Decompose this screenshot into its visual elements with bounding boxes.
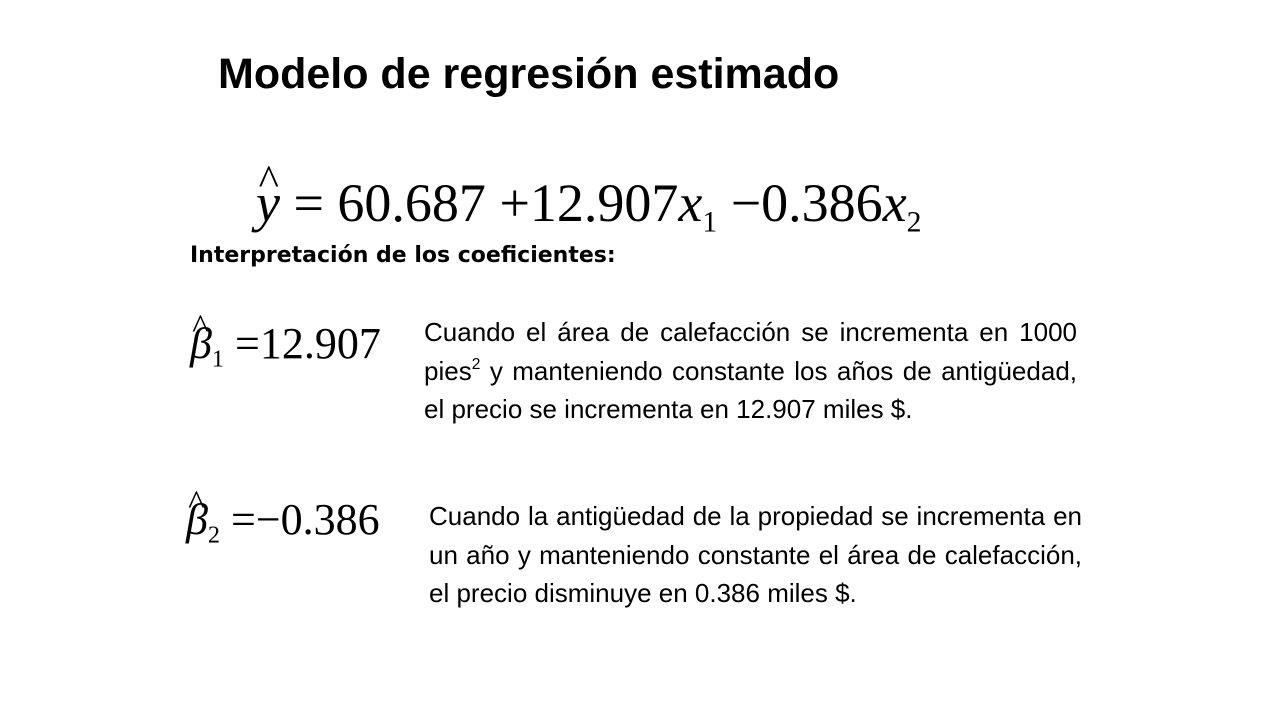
equation-term1-variable: x xyxy=(678,173,703,233)
beta1-text-before: Cuando el área de calefacción se incrementa en 1000 pies xyxy=(424,317,1077,386)
coefficients-subheading: Interpretación de los coeficientes: xyxy=(190,243,616,268)
equation-term1-subscript: 1 xyxy=(702,206,718,239)
beta1-interpretation xyxy=(424,313,1077,429)
equation-term2-subscript: 2 xyxy=(906,206,922,239)
beta1-formula xyxy=(190,314,381,389)
y-hat-symbol: ^ y xyxy=(256,168,280,238)
beta2-value: =−0.386 xyxy=(231,495,380,544)
equation-term2-coefficient: −0.386 xyxy=(730,173,883,233)
equation-term2-variable: x xyxy=(882,173,907,233)
beta1-text-after: y manteniendo constante los años de antigüedad, el precio se incrementa en 12.907 miles $. xyxy=(424,355,1077,424)
beta1-subscript: 1 xyxy=(211,345,225,373)
beta1-value: =12.907 xyxy=(235,319,381,368)
beta1-superscript: 2 xyxy=(471,355,481,373)
equation-term1-coefficient: +12.907 xyxy=(499,173,679,233)
beta2-interpretation: Cuando la antigüedad de la propiedad se incrementa en un año y manteniendo constante el área de calefacción, el precio disminuye en 0.386 miles $. xyxy=(429,501,1082,608)
beta1-symbol: ^ β xyxy=(190,314,212,374)
slide-title: Modelo de regresión estimado xyxy=(218,50,840,98)
beta2-subscript: 2 xyxy=(207,521,221,549)
equation-intercept: = 60.687 xyxy=(293,173,486,233)
beta2-formula xyxy=(186,490,380,565)
beta2-symbol: ^ β xyxy=(186,490,208,550)
